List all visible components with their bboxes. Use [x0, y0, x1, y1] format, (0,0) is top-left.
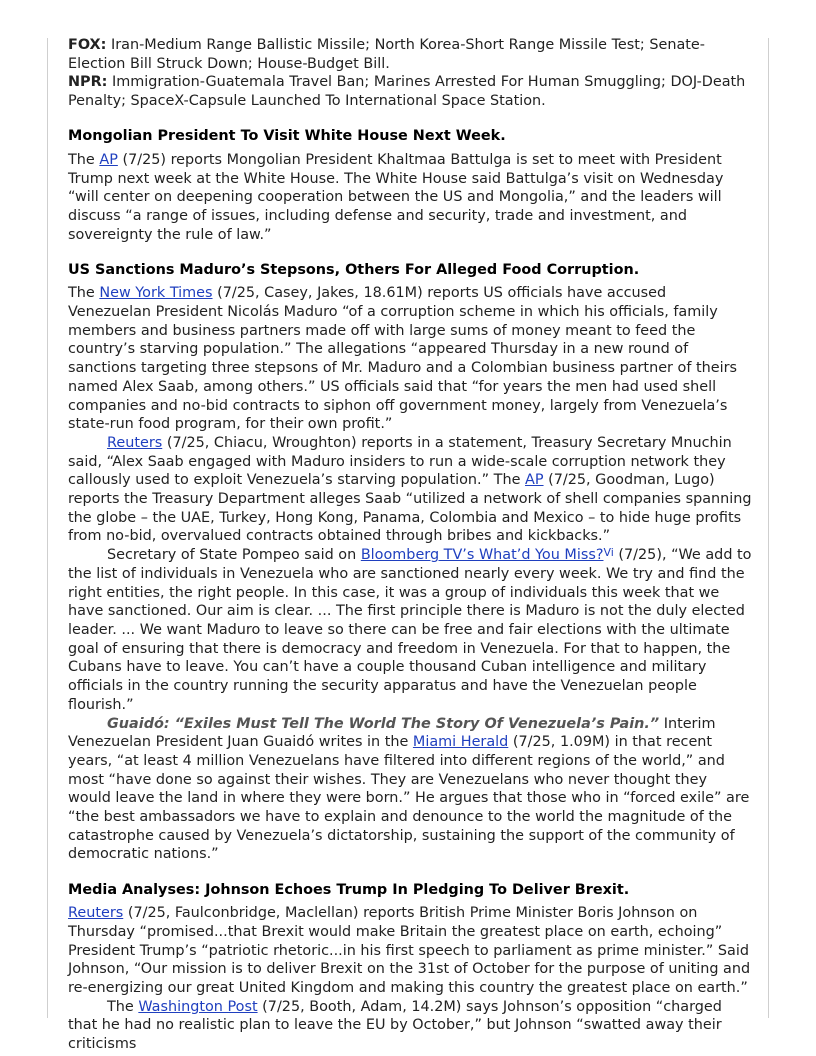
briefing-page: [68, 36, 752, 1054]
network-label: FOX:: [68, 37, 107, 53]
source-link-nyt[interactable]: New York Times: [99, 285, 213, 302]
text-run: (7/25, Goodman, Lugo) reports the Treasury Department alleges Saab “utilized a network of shell companies spanning the globe – the UAE, Turkey, Hong Kong, Panama, Colombia and Mexico – to hide huge profits from no-bid, overvalued contracts obtained through bribes and kickbacks.”: [68, 472, 752, 545]
headline-mongolia: Mongolian President To Visit White House Next Week.: [68, 127, 506, 144]
source-link-reuters[interactable]: Reuters: [68, 905, 124, 922]
left-margin-rule: [47, 38, 48, 1018]
headline-maduro: US Sanctions Maduro’s Stepsons, Others For Alleged Food Corruption.: [68, 262, 640, 279]
network-text: Immigration-Guatemala Travel Ban; Marines Arrested For Human Smuggling; DOJ-Death Penalty; SpaceX-Capsule Launched To International Space Station.: [68, 74, 746, 110]
headline-brexit: Media Analyses: Johnson Echoes Trump In Pledging To Deliver Brexit.: [68, 882, 630, 899]
text-run: (7/25, Chiacu, Wroughton) reports in a statement, Treasury Secretary Mnuchin said, “Alex Saab engaged with Maduro insiders to run a wide-scale corruption network they callously used to exploit Venezuela’s starving population.” The: [68, 434, 732, 489]
paragraph: [68, 998, 752, 1054]
paragraph: [68, 546, 752, 714]
network-text: Iran-Medium Range Ballistic Missile; North Korea-Short Range Missile Test; Senate-Election Bill Struck Down; House-Budget Bill.: [68, 37, 705, 72]
text-run: Secretary of State Pompeo said on: [107, 547, 361, 564]
paragraph: [68, 284, 752, 434]
text-run: (7/25, Faulconbridge, Maclellan) reports British Prime Minister Boris Johnson on Thursday “promised...that Brexit would make Britain the greatest place on earth, echoing” President Trump’s “patriotic rhetoric...in his first speech to parliament as prime minister.” Said Johnson, “Our mission is to deliver Brexit on the 31st of October for the purpose of uniting and re-energizing our great United Kingdom and making this country the greatest place on earth.”: [68, 905, 751, 996]
video-marker[interactable]: Vi: [603, 546, 614, 560]
subheading-guaido: Guaidó: “Exiles Must Tell The World The Story Of Venezuela’s Pain.”: [107, 715, 660, 732]
text-run: (7/25, Casey, Jakes, 18.61M) reports US officials have accused Venezuelan President Nicolás Maduro “of a corruption scheme in which his officials, family members and business partners made off with large sums of money meant to feed the country’s starving population.” The allegations “appeared Thursday in a new round of sanctions targeting three stepsons of Mr. Maduro and a Colombian business partner of theirs named Alex Saab, among others.” US officials said that “for years the men had used shell companies and no-bid contracts to siphon off government money, largely from Venezuela’s state-run food program, for their own profit.”: [68, 285, 738, 433]
source-link-miami-herald[interactable]: Miami Herald: [412, 734, 509, 751]
text-run: The: [68, 285, 100, 302]
paragraph: [68, 151, 752, 245]
text-run: The: [107, 998, 139, 1015]
paragraph: [68, 715, 752, 865]
right-margin-rule: [768, 38, 769, 1018]
text-run: (7/25) reports Mongolian President Khaltmaa Battulga is set to meet with President Trump next week at the White House. The White House said Battulga’s visit on Wednesday “will center on deepening cooperation between the US and Mongolia,” and the leaders will discuss “a range of issues, including defense and security, trade and investment, and sovereignty the rule of law.”: [68, 151, 724, 243]
paragraph: [68, 904, 752, 998]
network-summary-fox: [68, 36, 752, 73]
paragraph: [68, 434, 752, 546]
source-link-ap[interactable]: AP: [99, 151, 118, 168]
text-run: The: [68, 151, 100, 168]
source-link-ap[interactable]: AP: [525, 472, 544, 489]
source-link-bloomberg[interactable]: Bloomberg TV’s What’d You Miss?: [360, 547, 604, 564]
source-link-washington-post[interactable]: Washington Post: [138, 998, 258, 1015]
text-run: Interim Venezuelan President Juan Guaidó writes in the: [68, 715, 716, 751]
text-run: (7/25, 1.09M) in that recent years, “at least 4 million Venezuelans have filtered into different regions of the world,” and most “have done so against their wishes. They are Venezuelans who never thought they would leave the land in where they were born.” He argues that those who in “forced exile” are “the best ambassadors we have to explain and denounce to the world the magnitude of the catastrophe caused by Venezuela’s dictatorship, sustaining the support of the community of democratic nations.”: [68, 734, 750, 863]
network-summary-npr: [68, 73, 752, 110]
network-label: NPR:: [68, 74, 108, 91]
text-run: (7/25, Booth, Adam, 14.2M) says Johnson’s opposition “charged that he had no realistic plan to leave the EU by October,” but Johnson “swatted away their criticisms: [68, 998, 722, 1053]
source-link-reuters[interactable]: Reuters: [107, 434, 163, 451]
text-run: (7/25), “We add to the list of individuals in Venezuela who are sanctioned nearly every week. We try and find the right entities, the right people. In this case, it was a group of individuals this week that we have sanctioned. Our aim is clear. ... The first principle there is Maduro is not the duly elected leader. ... We want Maduro to leave so there can be free and fair elections with the ultimate goal of ensuring that there is democracy and freedom in Venezuela. For that to happen, the Cubans have to leave. You can’t have a couple thousand Cuban intelligence and military officials in the country running the security apparatus and have the Venezuelan people flourish.”: [68, 547, 752, 713]
